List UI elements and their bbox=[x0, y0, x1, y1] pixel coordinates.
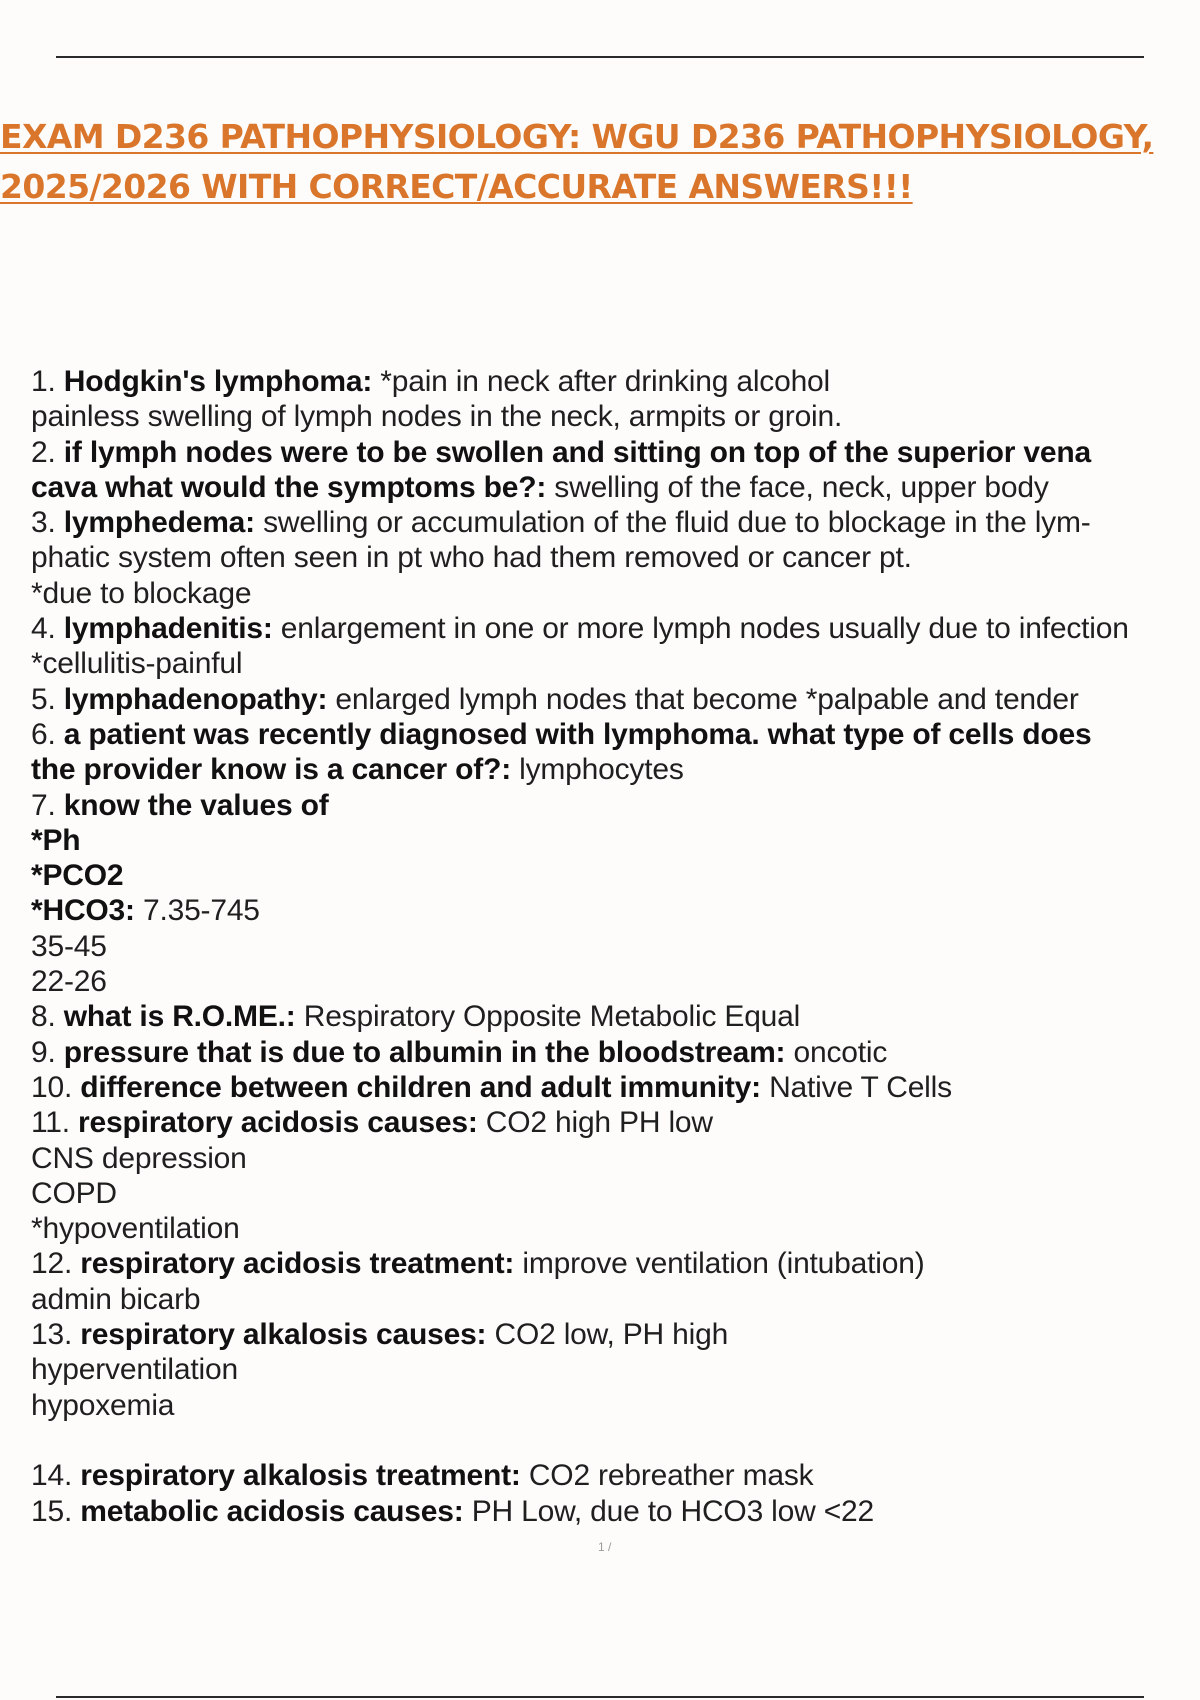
text-line bbox=[31, 1070, 1200, 1105]
text-line bbox=[31, 752, 1200, 787]
text-line bbox=[31, 1458, 1200, 1493]
term: a patient was recently diagnosed with lymphoma. what type of cells does bbox=[63, 717, 1092, 751]
definition-text: swelling or accumulation of the fluid due to blockage in the lym- bbox=[254, 506, 1091, 540]
title-line-1: EXAM D236 PATHOPHYSIOLOGY: WGU D236 PATHOPHYSIOLOGY, bbox=[0, 117, 1154, 156]
text-line bbox=[31, 505, 1200, 540]
text-line bbox=[31, 1141, 1200, 1176]
item-number: 7. bbox=[31, 788, 56, 822]
term: metabolic acidosis causes: bbox=[80, 1494, 464, 1528]
definition-text: painless swelling of lymph nodes in the neck, armpits or groin. bbox=[31, 400, 843, 434]
definition-text: phatic system often seen in pt who had them removed or cancer pt. bbox=[31, 541, 912, 575]
text-line bbox=[31, 1317, 1200, 1352]
text-line bbox=[31, 823, 1200, 858]
term: respiratory alkalosis treatment: bbox=[80, 1459, 521, 1493]
text-line bbox=[31, 1388, 1200, 1423]
text-line bbox=[31, 1352, 1200, 1387]
definition-text: hyperventilation bbox=[31, 1353, 238, 1387]
term: *Ph bbox=[31, 823, 81, 857]
document-title bbox=[0, 112, 1200, 212]
definition-text: CO2 high PH low bbox=[477, 1106, 713, 1140]
definition-text: improve ventilation (intubation) bbox=[514, 1247, 925, 1281]
definition-text: Native T Cells bbox=[760, 1070, 952, 1104]
definition-text: admin bicarb bbox=[31, 1282, 201, 1316]
term: respiratory acidosis causes: bbox=[78, 1106, 478, 1140]
term: if lymph nodes were to be swollen and sitting on top of the superior vena bbox=[63, 435, 1091, 469]
item-number: 14. bbox=[31, 1459, 73, 1493]
term: *HCO3: bbox=[31, 894, 135, 928]
definition-text: swelling of the face, neck, upper body bbox=[546, 470, 1049, 504]
definition-text: lymphocytes bbox=[510, 753, 684, 787]
text-line bbox=[31, 682, 1200, 717]
item-number: 15. bbox=[31, 1494, 73, 1528]
item-number: 8. bbox=[31, 1000, 56, 1034]
text-line bbox=[31, 364, 1200, 399]
top-rule bbox=[56, 56, 1144, 58]
text-line bbox=[31, 399, 1200, 434]
term: lymphadenitis: bbox=[63, 612, 273, 646]
text-line bbox=[31, 964, 1200, 999]
item-number: 9. bbox=[31, 1035, 56, 1069]
definition-text: CNS depression bbox=[31, 1141, 247, 1175]
term: lymphedema: bbox=[63, 506, 255, 540]
text-line bbox=[31, 470, 1200, 505]
term: Hodgkin's lymphoma: bbox=[63, 365, 373, 398]
term: what is R.O.ME.: bbox=[63, 1000, 296, 1034]
text-line bbox=[31, 611, 1200, 646]
text-line bbox=[31, 646, 1200, 681]
term: know the values of bbox=[63, 788, 329, 822]
definition-text: PH Low, due to HCO3 low <22 bbox=[463, 1494, 875, 1528]
text-line bbox=[31, 540, 1200, 575]
term: pressure that is due to albumin in the bloodstream: bbox=[63, 1035, 786, 1069]
text-line bbox=[31, 435, 1200, 470]
item-number: 4. bbox=[31, 612, 56, 646]
term: difference between children and adult immunity: bbox=[80, 1070, 761, 1104]
definition-text: hypoxemia bbox=[31, 1388, 175, 1422]
item-number: 6. bbox=[31, 717, 56, 751]
text-line bbox=[31, 1176, 1200, 1211]
term: cava what would the symptoms be?: bbox=[31, 470, 547, 504]
item-number: 3. bbox=[31, 506, 56, 540]
item-number: 1. bbox=[31, 365, 56, 398]
item-number: 12. bbox=[31, 1247, 73, 1281]
text-line bbox=[31, 717, 1200, 752]
term: the provider know is a cancer of?: bbox=[31, 753, 511, 787]
definition-text: *cellulitis-painful bbox=[31, 647, 243, 681]
definition-text: CO2 rebreather mask bbox=[520, 1459, 814, 1493]
text-line bbox=[31, 1035, 1200, 1070]
item-number: 10. bbox=[31, 1070, 73, 1104]
page-number: 1 / bbox=[598, 1540, 612, 1554]
flashcard-list bbox=[31, 364, 1200, 1529]
definition-text: *due to blockage bbox=[31, 576, 252, 610]
text-line bbox=[31, 929, 1200, 964]
definition-text: enlargement in one or more lymph nodes usually due to infection bbox=[272, 612, 1129, 646]
item-number: 2. bbox=[31, 435, 56, 469]
definition-text: Respiratory Opposite Metabolic Equal bbox=[295, 1000, 801, 1034]
text-line bbox=[31, 893, 1200, 928]
definition-text: 22-26 bbox=[31, 965, 107, 999]
title-line-2: 2025/2026 WITH CORRECT/ACCURATE ANSWERS!!! bbox=[0, 167, 913, 206]
text-line bbox=[31, 858, 1200, 893]
text-line bbox=[31, 1282, 1200, 1317]
text-line bbox=[31, 576, 1200, 611]
term: respiratory acidosis treatment: bbox=[80, 1247, 515, 1281]
item-number: 13. bbox=[31, 1318, 73, 1352]
item-number: 11. bbox=[31, 1106, 70, 1140]
term: lymphadenopathy: bbox=[63, 682, 328, 716]
item-number: 5. bbox=[31, 682, 56, 716]
definition-text: *hypoventilation bbox=[31, 1212, 240, 1246]
definition-text: enlarged lymph nodes that become *palpable and tender bbox=[327, 682, 1079, 716]
blank-line bbox=[31, 1423, 1200, 1458]
text-line bbox=[31, 1105, 1200, 1140]
text-line bbox=[31, 1211, 1200, 1246]
text-line bbox=[31, 788, 1200, 823]
term: respiratory alkalosis causes: bbox=[80, 1318, 487, 1352]
text-line bbox=[31, 1494, 1200, 1529]
definition-text: 35-45 bbox=[31, 929, 107, 963]
text-line bbox=[31, 1246, 1200, 1281]
text-line bbox=[31, 999, 1200, 1034]
definition-text: CO2 low, PH high bbox=[486, 1318, 729, 1352]
term: *PCO2 bbox=[31, 859, 124, 893]
definition-text: COPD bbox=[31, 1176, 117, 1210]
definition-text: *pain in neck after drinking alcohol bbox=[372, 365, 831, 398]
definition-text: oncotic bbox=[785, 1035, 888, 1069]
bottom-rule bbox=[56, 1696, 1144, 1698]
definition-text: 7.35-745 bbox=[134, 894, 260, 928]
